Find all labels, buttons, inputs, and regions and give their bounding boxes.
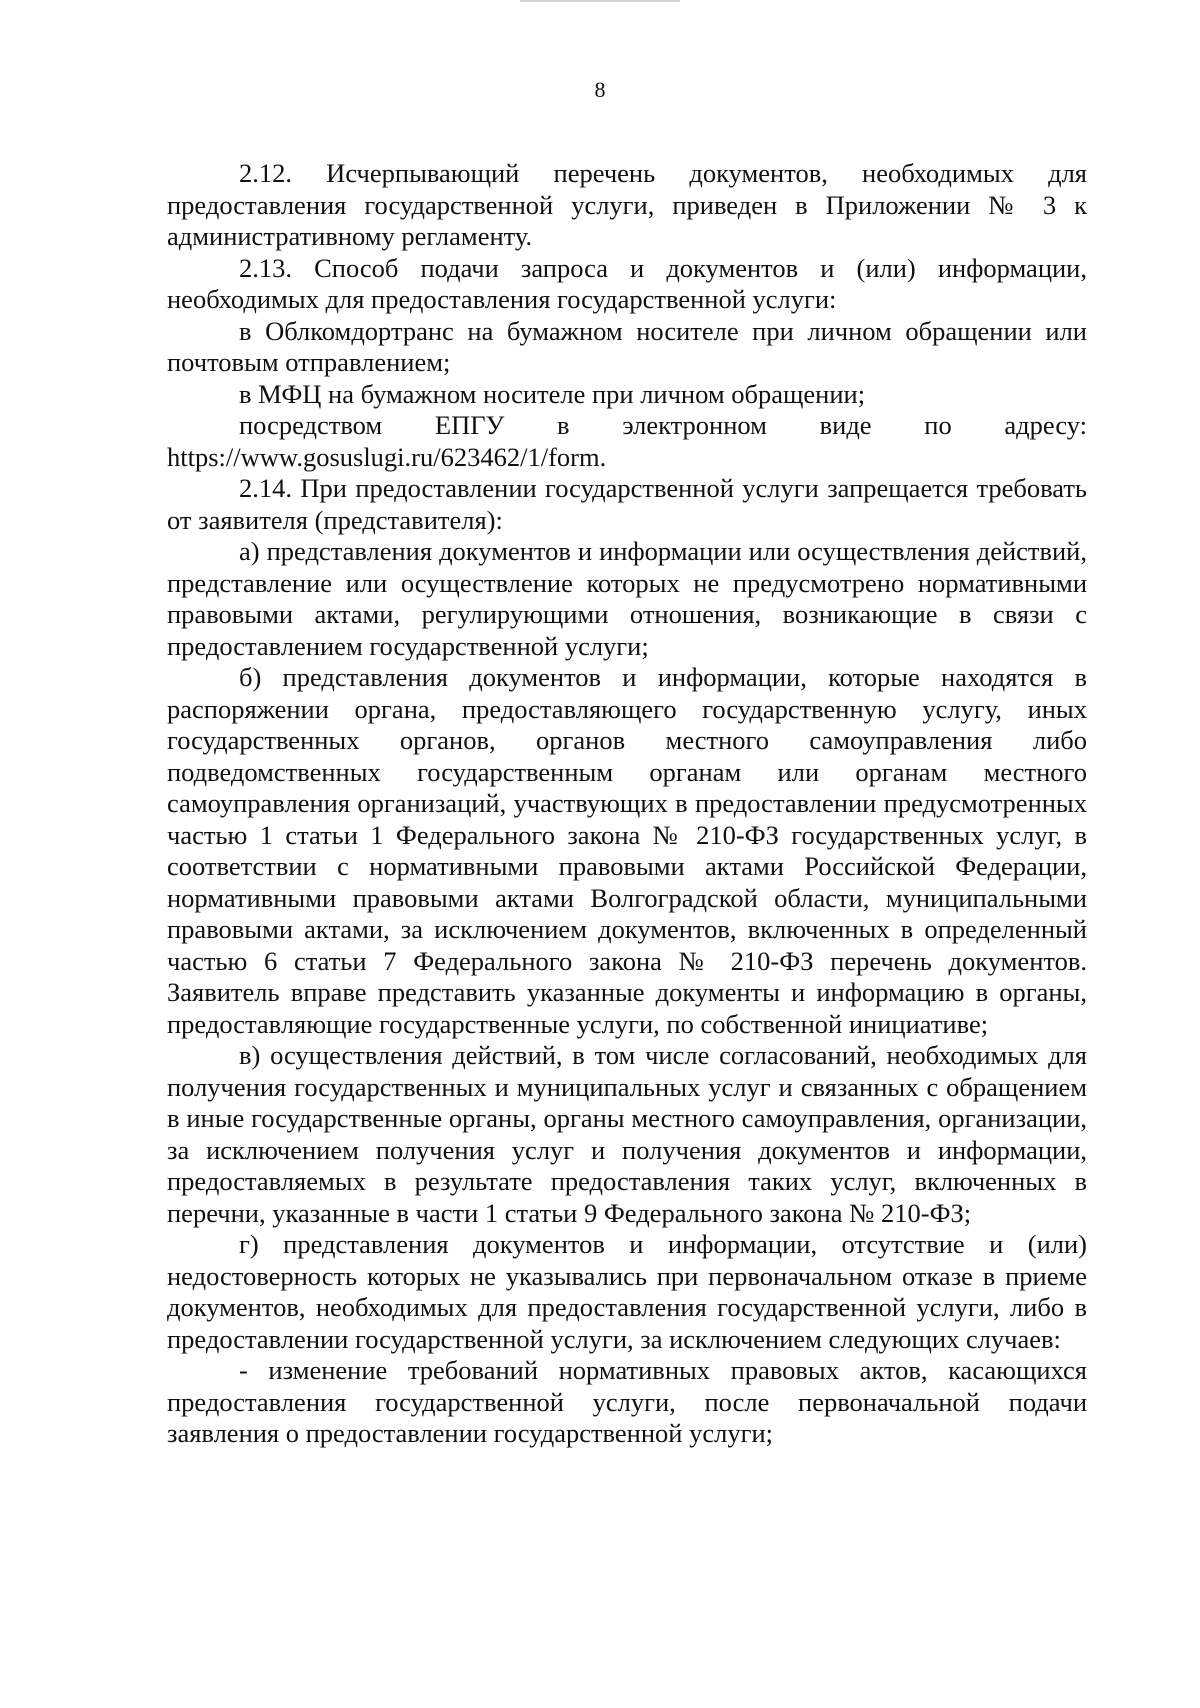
top-edge-line bbox=[520, 0, 680, 2]
document-body bbox=[167, 158, 1087, 1450]
paragraph-2-13-epgu: посредством ЕПГУ в электронном виде по адресу: https://www.gosuslugi.ru/623462/1/form. bbox=[167, 410, 1087, 472]
paragraph-2-14-v: в) осуществления действий, в том числе согласований, необходимых для получения государственных и муниципальных услуг и связанных с обращением в иные государственные органы, органы местного самоуправления, организации, за исключением получения услуг и получения документов и информации, предоставляемых в результате предоставления таких услуг, включенных в перечни, указанные в части 1 статьи 9 Федерального закона № 210-ФЗ; bbox=[167, 1040, 1087, 1228]
paragraph-2-14-g: г) представления документов и информации, отсутствие и (или) недостоверность которых не указывались при первоначальном отказе в приеме документов, необходимых для предоставления государственной услуги, либо в предоставлении государственной услуги, за исключением следующих случаев: bbox=[167, 1229, 1087, 1354]
paragraph-2-14-g-item-1: - изменение требований нормативных правовых актов, касающихся предоставления государственной услуги, после первоначальной подачи заявления о предоставлении государственной услуги; bbox=[167, 1355, 1087, 1448]
paragraph-2-13-oblkomdortrans: в Облкомдортранс на бумажном носителе при личном обращении или почтовым отправлением; bbox=[167, 315, 1087, 377]
paragraph-2-14-a: а) представления документов и информации или осуществления действий, представление или осуществление которых не предусмотрено нормативными правовыми актами, регулирующими отношения, возникающие в связи с предоставлением государственной услуги; bbox=[167, 536, 1087, 661]
page-number: 8 bbox=[594, 77, 606, 102]
paragraph-2-14-b: б) представления документов и информации, которые находятся в распоряжении органа, предоставляющего государственную услугу, иных государственных органов, органов местного самоуправления либо подведомственных государственным органам или органам местного самоуправления организаций, участвующих в предоставлении предусмотренных частью 1 статьи 1 Федерального закона № 210-ФЗ государственных услуг, в соответствии с нормативными правовыми актами Российской Федерации, нормативными правовыми актами Волгоградской области, муниципальными правовыми актами, за исключением документов, включенных в определенный частью 6 статьи 7 Федерального закона № 210-ФЗ перечень документов. Заявитель вправе представить указанные документы и информацию в органы, предоставляющие государственные услуги, по собственной инициативе; bbox=[167, 662, 1087, 1039]
paragraph-2-14: 2.14. При предоставлении государственной услуги запрещается требовать от заявителя (представителя): bbox=[167, 473, 1087, 535]
paragraph-2-13: 2.13. Способ подачи запроса и документов и (или) информации, необходимых для предоставления государственной услуги: bbox=[167, 252, 1087, 314]
paragraph-2-13-mfc: в МФЦ на бумажном носителе при личном обращении; bbox=[239, 378, 866, 409]
paragraph-2-12: 2.12. Исчерпывающий перечень документов, необходимых для предоставления государственной услуги, приведен в Приложении № 3 к административному регламенту. bbox=[167, 158, 1087, 251]
